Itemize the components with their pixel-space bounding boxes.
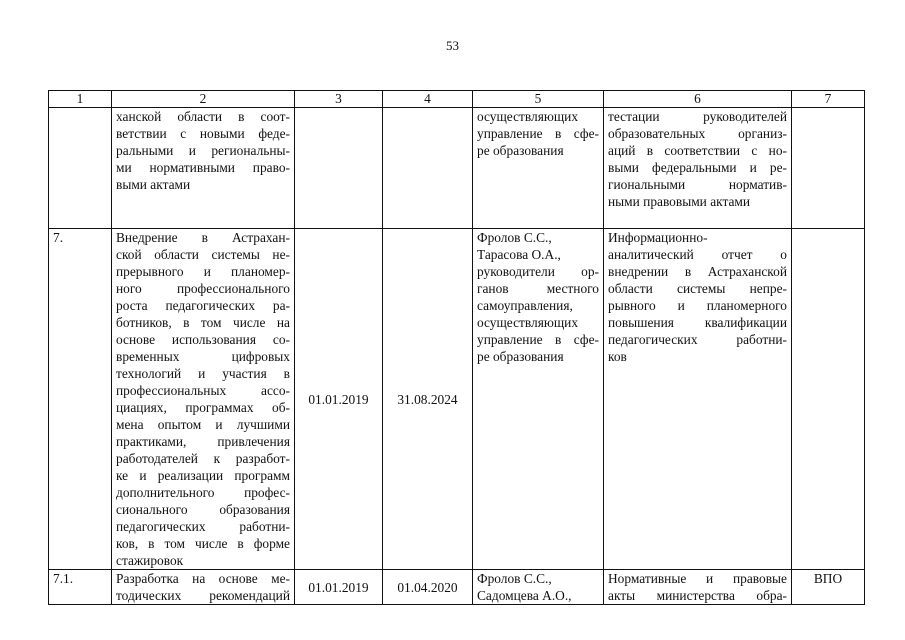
cell-source [792,108,865,229]
result-line: аций в соответствии с но- [608,143,787,158]
cell-measure [112,229,295,570]
cell-start-date: 01.01.2019 [295,570,383,605]
responsible-line: осуществляющих [477,109,579,124]
result-line: образовательных организ- [608,126,787,141]
measure-line: ков, в том числе в форме [116,536,290,551]
cell-num: 7. [49,229,112,570]
measure-line: ральными и региональны- [116,143,290,158]
result-line: ков [608,349,627,364]
measure-line: временных цифровых [116,349,290,364]
measure-line: тодических рекомендаций [116,588,290,603]
table-row [49,229,865,570]
cell-result [604,229,792,570]
measure-line: дополнительного профес- [116,485,290,500]
responsible-line: Садомцева А.О., [477,588,572,603]
cell-start-date: 01.01.2019 [295,229,383,570]
cell-result [604,570,792,605]
measure-line: мена опытом и лучшими [116,417,290,432]
responsible-line: Тарасова О.А., [477,247,561,262]
measure-line: ми нормативными право- [116,160,290,175]
result-line: тестации руководителей [608,109,787,124]
result-line: выми федеральными и ре- [608,160,787,175]
plan-table [48,90,865,605]
measure-line: выми актами [116,177,191,192]
table-row [49,570,865,605]
column-header-1: 1 [49,91,112,108]
measure-line: прерывного и планомер- [116,264,290,279]
cell-num [49,108,112,229]
responsible-line: ре образования [477,143,564,158]
cell-responsible [473,108,604,229]
measure-line: стажировок [116,553,184,568]
measure-line: ветствии с новыми феде- [116,126,290,141]
measure-line: основе использования со- [116,332,290,347]
column-header-6: 6 [604,91,792,108]
column-header-4: 4 [383,91,473,108]
responsible-line: руководители ор- [477,264,599,279]
result-line: ными правовыми актами [608,194,751,209]
table-row [49,108,865,229]
measure-line: ботников, в том числе на [116,315,290,330]
measure-line: ного профессионального [116,281,290,296]
measure-line: педагогических работни- [116,519,290,534]
result-line: педагогических работни- [608,332,787,347]
measure-line: работодателей к разработ- [116,451,290,466]
result-line: внедрении в Астраханской [608,264,787,279]
measure-line: ханской области в соот- [116,109,290,124]
page-number: 53 [446,38,459,53]
cell-responsible [473,229,604,570]
result-line: Информационно- [608,230,708,245]
cell-source [792,229,865,570]
cell-responsible [473,570,604,605]
cell-measure [112,108,295,229]
header-row [49,91,865,108]
result-line: гиональными норматив- [608,177,787,192]
measure-line: роста педагогических ра- [116,298,290,313]
measure-line: сионального образования [116,502,290,517]
column-header-5: 5 [473,91,604,108]
column-header-7: 7 [792,91,865,108]
measure-line: практиками, привлечения [116,434,290,449]
measure-line: циациях, программах об- [116,400,290,415]
cell-result [604,108,792,229]
responsible-line: управление в сфе- [477,126,599,141]
measure-line: профессиональных ассо- [116,383,290,398]
responsible-line: Фролов С.С., [477,571,552,586]
responsible-line: осуществляющих [477,315,579,330]
column-header-3: 3 [295,91,383,108]
result-line: рывного и планомерного [608,298,787,313]
measure-line: Внедрение в Астрахан- [116,230,290,245]
cell-end-date: 01.04.2020 [383,570,473,605]
responsible-line: ганов местного [477,281,599,296]
responsible-line: ре образования [477,349,564,364]
cell-num: 7.1. [49,570,112,605]
column-header-2: 2 [112,91,295,108]
measure-line: Разработка на основе ме- [116,571,290,586]
measure-line: ке и реализации программ [116,468,290,483]
cell-end-date [383,108,473,229]
result-line: повышения квалификации [608,315,787,330]
result-line: Нормативные и правовые [608,571,787,586]
responsible-line: Фролов С.С., [477,230,552,245]
measure-line: ской области системы не- [116,247,290,262]
result-line: аналитический отчет о [608,247,787,262]
cell-start-date [295,108,383,229]
measure-line: технологий и участия в [116,366,290,381]
responsible-line: самоуправления, [477,298,573,313]
cell-source: ВПО [792,570,865,605]
responsible-line: управление в сфе- [477,332,599,347]
result-line: области системы непре- [608,281,787,296]
cell-end-date: 31.08.2024 [383,229,473,570]
cell-measure [112,570,295,605]
result-line: акты министерства обра- [608,588,787,603]
